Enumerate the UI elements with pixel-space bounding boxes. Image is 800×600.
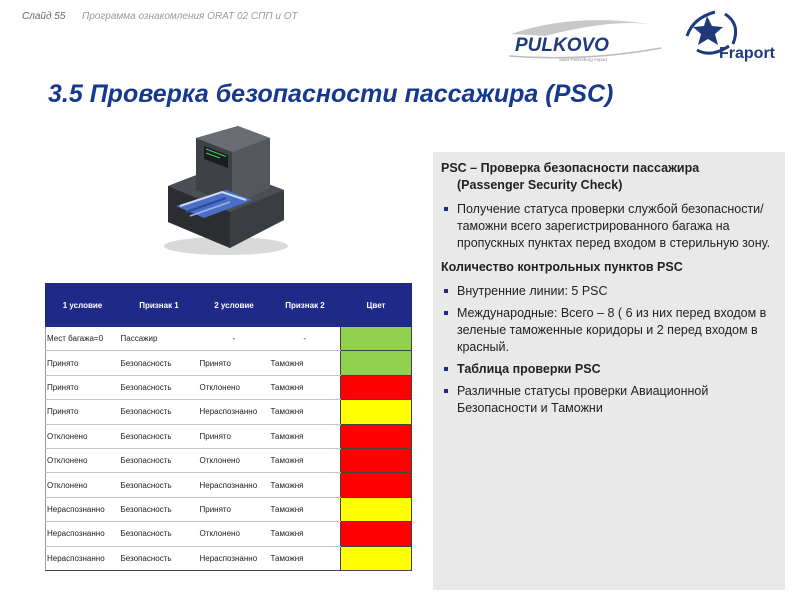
table-row xyxy=(46,448,412,472)
table-row xyxy=(46,351,412,375)
list-item xyxy=(441,383,779,417)
panel-heading-checkpoints: Количество контрольных пунктов PSC xyxy=(441,260,683,274)
cell-attribute-1: Безопасность xyxy=(120,351,199,375)
bullet-icon xyxy=(444,311,448,315)
panel-heading-line: (Passenger Security Check) xyxy=(457,178,623,192)
list-item-text: Международные: Всего – 8 ( 6 из них перед входом в зеленые таможенные коридоры и 2 перед входом в красный. xyxy=(457,306,767,354)
cell-condition-2: - xyxy=(199,327,270,351)
status-color-cell xyxy=(341,424,412,448)
cell-attribute-2: Таможня xyxy=(270,473,341,497)
status-color-cell xyxy=(341,522,412,546)
cell-condition-1: Отклонено xyxy=(46,448,120,472)
table-row xyxy=(46,424,412,448)
fraport-logo xyxy=(675,6,793,70)
list-item-text: Различные статусы проверки Авиационной Безопасности и Таможни xyxy=(457,384,709,415)
column-header: 1 условие xyxy=(46,284,120,327)
table-row xyxy=(46,375,412,399)
cell-condition-1: Принято xyxy=(46,400,120,424)
psc-check-table xyxy=(45,283,412,571)
cell-condition-1: Нераспознанно xyxy=(46,497,120,521)
cell-attribute-1: Безопасность xyxy=(120,448,199,472)
cell-attribute-1: Пассажир xyxy=(120,327,199,351)
status-color-cell xyxy=(341,400,412,424)
cell-condition-2: Отклонено xyxy=(199,522,270,546)
list-item-text: Внутренние линии: 5 PSC xyxy=(457,284,608,298)
cell-attribute-1: Безопасность xyxy=(120,400,199,424)
pulkovo-logo-text: PULKOVO xyxy=(515,35,609,56)
column-header: Признак 1 xyxy=(120,284,199,327)
pulkovo-logo xyxy=(505,16,665,66)
bullet-icon xyxy=(444,389,448,393)
cell-condition-2: Отклонено xyxy=(199,375,270,399)
cell-condition-2: Принято xyxy=(199,497,270,521)
panel-heading-psc xyxy=(441,160,779,194)
status-color-cell xyxy=(341,497,412,521)
bullet-icon xyxy=(444,289,448,293)
cell-condition-2: Принято xyxy=(199,351,270,375)
panel-heading-line: PSC – Проверка безопасности пассажира xyxy=(441,161,700,175)
table-row xyxy=(46,522,412,546)
program-name: Программа ознакомления ORAT 02 СПП и ОТ xyxy=(82,11,298,22)
list-item xyxy=(441,361,779,378)
page-title: 3.5 Проверка безопасности пассажира (PSC) xyxy=(48,80,614,108)
cell-attribute-2: Таможня xyxy=(270,497,341,521)
cell-condition-1: Принято xyxy=(46,375,120,399)
cell-attribute-2: Таможня xyxy=(270,546,341,570)
cell-condition-1: Принято xyxy=(46,351,120,375)
bullet-icon xyxy=(444,207,448,211)
status-color-cell xyxy=(341,448,412,472)
list-item xyxy=(441,283,779,300)
cell-attribute-2: Таможня xyxy=(270,400,341,424)
status-color-cell xyxy=(341,351,412,375)
cell-attribute-2: Таможня xyxy=(270,351,341,375)
column-header: Цвет xyxy=(341,284,412,327)
table-row xyxy=(46,546,412,570)
cell-condition-1: Мест багажа=0 xyxy=(46,327,120,351)
cell-condition-2: Нераспознанно xyxy=(199,546,270,570)
cell-attribute-1: Безопасность xyxy=(120,497,199,521)
cell-attribute-1: Безопасность xyxy=(120,546,199,570)
cell-condition-1: Отклонено xyxy=(46,473,120,497)
pulkovo-logo-subtitle: Saint-Petersburg Airport xyxy=(559,57,608,62)
cell-condition-1: Нераспознанно xyxy=(46,522,120,546)
column-header: Признак 2 xyxy=(270,284,341,327)
list-item-text: Таблица проверки PSC xyxy=(457,362,601,376)
cell-attribute-2: Таможня xyxy=(270,424,341,448)
status-color-cell xyxy=(341,473,412,497)
cell-attribute-2: Таможня xyxy=(270,522,341,546)
cell-condition-2: Принято xyxy=(199,424,270,448)
status-color-cell xyxy=(341,327,412,351)
table-row xyxy=(46,400,412,424)
table-row xyxy=(46,497,412,521)
column-header: 2 условие xyxy=(199,284,270,327)
boarding-pass-scanner-image xyxy=(160,118,290,258)
cell-attribute-2: - xyxy=(270,327,341,351)
cell-attribute-2: Таможня xyxy=(270,375,341,399)
slide-number: Слайд 55 xyxy=(22,11,66,22)
bullet-icon xyxy=(444,367,448,371)
info-panel xyxy=(433,152,785,590)
list-item-text: Получение статуса проверки службой безопасности/таможни всего зарегистрированного багажа на пропускных пунктах перед входом в стерильную зону. xyxy=(457,202,771,250)
table-header-row xyxy=(46,284,412,327)
cell-attribute-1: Безопасность xyxy=(120,424,199,448)
cell-condition-2: Отклонено xyxy=(199,448,270,472)
cell-condition-1: Отклонено xyxy=(46,424,120,448)
fraport-logo-text: Fraport xyxy=(719,45,775,62)
cell-condition-1: Нераспознанно xyxy=(46,546,120,570)
table-row xyxy=(46,473,412,497)
status-color-cell xyxy=(341,375,412,399)
list-item xyxy=(441,201,779,252)
bullet-list xyxy=(441,201,779,252)
cell-attribute-2: Таможня xyxy=(270,448,341,472)
table-row xyxy=(46,327,412,351)
cell-attribute-1: Безопасность xyxy=(120,522,199,546)
cell-condition-2: Нераспознанно xyxy=(199,473,270,497)
bullet-list xyxy=(441,283,779,417)
cell-attribute-1: Безопасность xyxy=(120,473,199,497)
cell-attribute-1: Безопасность xyxy=(120,375,199,399)
status-color-cell xyxy=(341,546,412,570)
cell-condition-2: Нераспознанно xyxy=(199,400,270,424)
list-item xyxy=(441,305,779,356)
